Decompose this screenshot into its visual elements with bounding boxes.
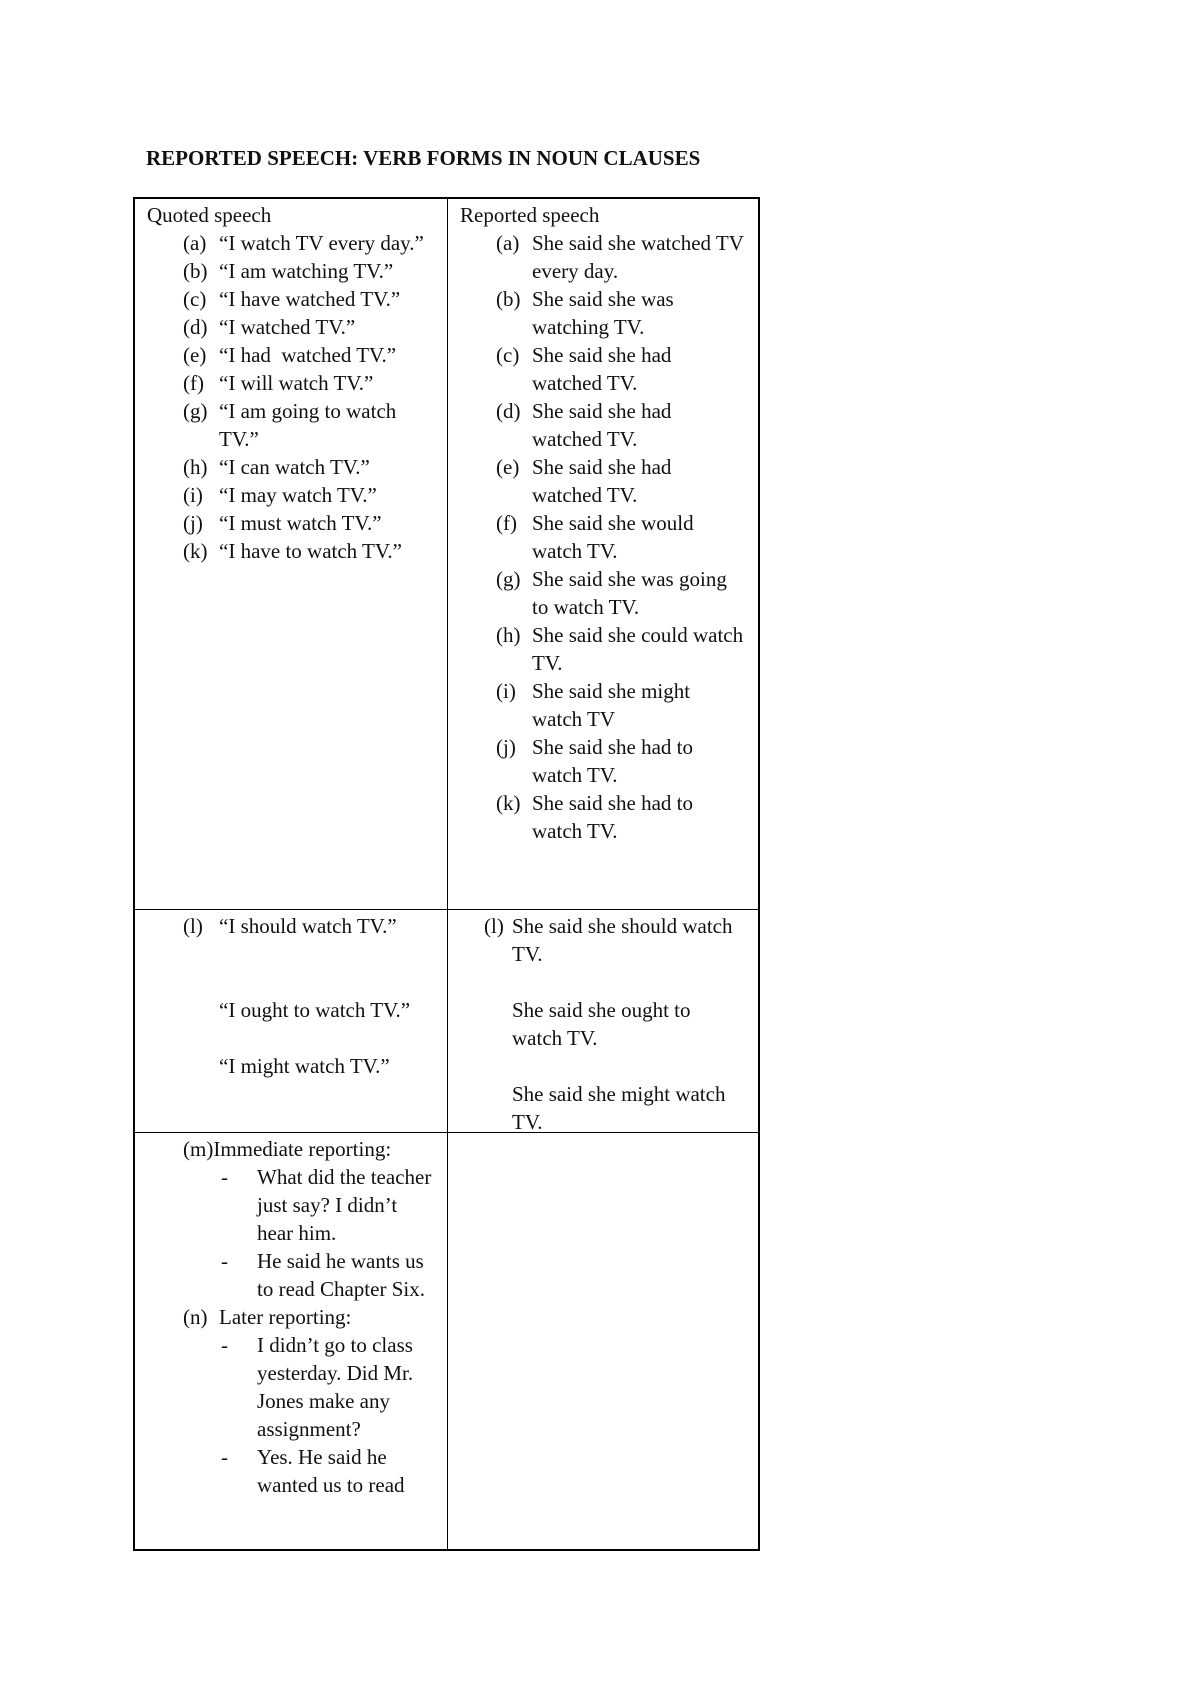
item-text: She said she could watch TV. bbox=[532, 623, 744, 675]
list-item bbox=[183, 397, 437, 453]
quoted-list-l bbox=[135, 910, 447, 940]
item-text: “I may watch TV.” bbox=[219, 483, 377, 507]
list-item bbox=[496, 621, 744, 677]
reported-speech-cell-l bbox=[448, 910, 758, 1136]
bullet-item bbox=[221, 1247, 437, 1303]
bullet-item bbox=[221, 1331, 437, 1443]
reported-list bbox=[448, 229, 758, 845]
quoted-speech-cell-l bbox=[135, 910, 447, 1080]
list-item bbox=[183, 341, 437, 369]
item-text: She said she had watched TV. bbox=[532, 455, 672, 507]
item-marker: (a) bbox=[183, 231, 207, 255]
item-text: “I might watch TV.” bbox=[219, 1054, 390, 1078]
item-text: “I can watch TV.” bbox=[219, 455, 370, 479]
item-marker: (g) bbox=[496, 567, 521, 591]
list-item bbox=[183, 1303, 437, 1499]
item-marker: (k) bbox=[496, 791, 521, 815]
item-text: She said she might watch TV bbox=[532, 679, 691, 731]
list-item bbox=[484, 912, 744, 968]
item-text: “I watch TV every day.” bbox=[219, 231, 424, 255]
bullet-text: I didn’t go to class yesterday. Did Mr. Jones make any assignment? bbox=[257, 1333, 414, 1441]
item-text: She said she should watch TV. bbox=[512, 914, 733, 966]
reported-speech-header: Reported speech bbox=[460, 203, 600, 227]
bullet-text: What did the teacher just say? I didn’t hear him. bbox=[257, 1165, 432, 1245]
item-text: She said she would watch TV. bbox=[532, 511, 694, 563]
item-marker: (g) bbox=[183, 399, 208, 423]
bullet-item bbox=[221, 1163, 437, 1247]
item-marker: (n) bbox=[183, 1305, 208, 1329]
list-item bbox=[496, 677, 744, 733]
item-label: Later reporting: bbox=[219, 1305, 352, 1329]
item-marker: (e) bbox=[183, 343, 207, 367]
item-marker: (m) bbox=[183, 1137, 214, 1161]
item-label: Immediate reporting: bbox=[213, 1137, 392, 1161]
list-item bbox=[183, 481, 437, 509]
item-text: “I ought to watch TV.” bbox=[219, 998, 411, 1022]
bullet-dash: - bbox=[221, 1333, 228, 1357]
list-item bbox=[183, 313, 437, 341]
list-item bbox=[496, 341, 744, 397]
list-item bbox=[496, 285, 744, 341]
item-marker: (l) bbox=[484, 914, 504, 938]
item-marker: (j) bbox=[496, 735, 516, 759]
list-item bbox=[183, 537, 437, 565]
list-item bbox=[496, 509, 744, 565]
item-marker: (i) bbox=[183, 483, 203, 507]
item-marker: (b) bbox=[183, 259, 208, 283]
list-item bbox=[183, 369, 437, 397]
item-marker: (c) bbox=[496, 343, 520, 367]
item-marker: (h) bbox=[496, 623, 521, 647]
list-item bbox=[496, 565, 744, 621]
bullet-item bbox=[221, 1443, 437, 1499]
item-marker: (k) bbox=[183, 539, 208, 563]
reported-list-l bbox=[448, 910, 758, 968]
reported-speech-cell bbox=[448, 199, 758, 845]
item-marker: (i) bbox=[496, 679, 516, 703]
item-text: “I should watch TV.” bbox=[219, 914, 397, 938]
list-item bbox=[183, 285, 437, 313]
item-marker: (e) bbox=[496, 455, 520, 479]
item-text: “I am going to watch TV.” bbox=[219, 399, 397, 451]
item-marker: (d) bbox=[496, 399, 521, 423]
item-text: She said she ought to watch TV. bbox=[512, 998, 691, 1050]
quoted-speech-cell bbox=[135, 199, 447, 565]
item-marker: (a) bbox=[496, 231, 520, 255]
item-text: She said she had to watch TV. bbox=[532, 735, 693, 787]
reporting-list bbox=[135, 1133, 447, 1499]
list-item bbox=[183, 453, 437, 481]
item-text: “I must watch TV.” bbox=[219, 511, 382, 535]
list-item bbox=[496, 733, 744, 789]
list-item bbox=[496, 229, 744, 285]
item-text: “I have to watch TV.” bbox=[219, 539, 402, 563]
item-text: “I will watch TV.” bbox=[219, 371, 374, 395]
list-item bbox=[496, 789, 744, 845]
bullet-text: He said he wants us to read Chapter Six. bbox=[257, 1249, 425, 1301]
quoted-speech-header: Quoted speech bbox=[147, 203, 272, 227]
list-item bbox=[496, 453, 744, 509]
item-marker: (c) bbox=[183, 287, 207, 311]
item-text: She said she might watch TV. bbox=[512, 1082, 726, 1134]
item-text: She said she watched TV every day. bbox=[532, 231, 744, 283]
bullet-list bbox=[183, 1163, 437, 1303]
item-marker: (h) bbox=[183, 455, 208, 479]
item-text: She said she had to watch TV. bbox=[532, 791, 693, 843]
item-marker: (d) bbox=[183, 315, 208, 339]
item-text: She said she was going to watch TV. bbox=[532, 567, 727, 619]
item-marker: (f) bbox=[496, 511, 517, 535]
item-marker: (l) bbox=[183, 914, 203, 938]
list-item bbox=[496, 397, 744, 453]
bullet-dash: - bbox=[221, 1165, 228, 1189]
list-item bbox=[183, 509, 437, 537]
page-title: REPORTED SPEECH: VERB FORMS IN NOUN CLAUSES bbox=[146, 146, 701, 170]
list-item bbox=[183, 257, 437, 285]
reported-speech-table bbox=[133, 197, 760, 1551]
item-marker: (j) bbox=[183, 511, 203, 535]
list-item bbox=[183, 1135, 437, 1303]
bullet-dash: - bbox=[221, 1249, 228, 1273]
bullet-list bbox=[183, 1331, 437, 1499]
bullet-text: Yes. He said he wanted us to read bbox=[257, 1445, 405, 1497]
item-text: “I watched TV.” bbox=[219, 315, 356, 339]
item-text: “I have watched TV.” bbox=[219, 287, 401, 311]
list-item bbox=[183, 229, 437, 257]
item-text: She said she had watched TV. bbox=[532, 399, 672, 451]
bullet-dash: - bbox=[221, 1445, 228, 1469]
item-text: She said she had watched TV. bbox=[532, 343, 672, 395]
quoted-list bbox=[135, 229, 447, 565]
item-marker: (b) bbox=[496, 287, 521, 311]
item-text: “I had watched TV.” bbox=[219, 343, 397, 367]
item-text: She said she was watching TV. bbox=[532, 287, 674, 339]
item-text: “I am watching TV.” bbox=[219, 259, 394, 283]
item-marker: (f) bbox=[183, 371, 204, 395]
reporting-examples-cell bbox=[135, 1133, 447, 1499]
list-item bbox=[183, 912, 437, 940]
